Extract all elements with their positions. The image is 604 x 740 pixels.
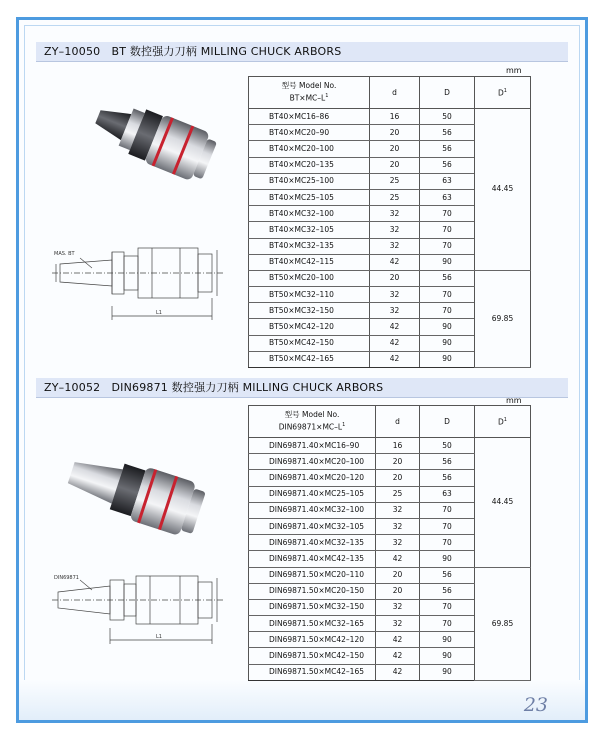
d-cell: 16 — [376, 438, 420, 454]
din-chuck-photo — [64, 448, 212, 538]
section-header-bt — [36, 42, 568, 62]
footer-band — [19, 680, 585, 720]
section-code: ZY–10052 — [44, 381, 101, 394]
d-cell: 32 — [376, 616, 420, 632]
model-cell: BT40×MC20–100 — [249, 141, 370, 157]
model-cell: BT40×MC32–105 — [249, 222, 370, 238]
D-cell: 90 — [420, 254, 475, 270]
D-cell: 56 — [420, 470, 475, 486]
model-cell: BT50×MC20–100 — [249, 270, 370, 286]
model-cell: BT40×MC20–90 — [249, 125, 370, 141]
D-cell: 70 — [420, 599, 475, 615]
d-cell: 20 — [370, 270, 420, 286]
model-cell: BT40×MC32–135 — [249, 238, 370, 254]
D-cell: 70 — [420, 616, 475, 632]
model-cell: DIN69871.40×MC42–135 — [249, 551, 376, 567]
d-cell: 42 — [376, 632, 420, 648]
model-cell: BT40×MC20–135 — [249, 157, 370, 173]
model-cell: BT50×MC42–150 — [249, 335, 370, 351]
unit-label: mm — [506, 66, 522, 75]
header-d: d — [376, 406, 420, 438]
drawing-label: MAS. BT — [54, 251, 75, 257]
model-cell: DIN69871.50×MC32–150 — [249, 599, 376, 615]
model-cell: DIN69871.50×MC20–150 — [249, 583, 376, 599]
model-cell: BT40×MC16–86 — [249, 109, 370, 125]
d-cell: 20 — [376, 583, 420, 599]
d-cell: 25 — [370, 173, 420, 189]
D-cell: 70 — [420, 535, 475, 551]
section-header-din — [36, 378, 568, 398]
spec-table-bt — [248, 76, 531, 368]
d-cell: 20 — [370, 157, 420, 173]
d-cell: 20 — [370, 141, 420, 157]
d-cell: 32 — [376, 599, 420, 615]
d-cell: 20 — [376, 470, 420, 486]
table-body — [249, 109, 531, 368]
d-cell: 20 — [376, 567, 420, 583]
header-model: 型号 Model No. $DIN69871\times MC-L^1$ — [249, 406, 376, 438]
D-cell: 70 — [420, 222, 475, 238]
d-cell: 32 — [376, 518, 420, 534]
d-cell: 32 — [376, 502, 420, 518]
model-cell: DIN69871.50×MC42–165 — [249, 664, 376, 680]
D-cell: 63 — [420, 486, 475, 502]
D-cell: 56 — [420, 583, 475, 599]
drawing-dimension: L1 — [156, 310, 162, 316]
d1-cell: 69.85 — [475, 270, 531, 367]
D-cell: 63 — [420, 189, 475, 205]
header-D: D — [420, 406, 475, 438]
table-row — [249, 109, 531, 125]
d-cell: 42 — [376, 648, 420, 664]
d-cell: 32 — [370, 287, 420, 303]
model-cell: DIN69871.40×MC32–135 — [249, 535, 376, 551]
d-cell: 20 — [376, 454, 420, 470]
D-cell: 70 — [420, 518, 475, 534]
model-cell: BT40×MC42–115 — [249, 254, 370, 270]
D-cell: 63 — [420, 173, 475, 189]
D-cell: 56 — [420, 567, 475, 583]
D-cell: 56 — [420, 141, 475, 157]
d-cell: 42 — [376, 664, 420, 680]
model-cell: DIN69871.40×MC16–90 — [249, 438, 376, 454]
table-row — [249, 438, 531, 454]
d-cell: 42 — [370, 351, 420, 367]
d-cell: 20 — [370, 125, 420, 141]
d-cell: 32 — [370, 303, 420, 319]
bt-chuck-photo — [88, 92, 223, 182]
D-cell: 70 — [420, 206, 475, 222]
d-cell: 42 — [370, 319, 420, 335]
d-cell: 32 — [376, 535, 420, 551]
model-cell: DIN69871.50×MC42–150 — [249, 648, 376, 664]
model-cell: DIN69871.50×MC32–165 — [249, 616, 376, 632]
D-cell: 56 — [420, 454, 475, 470]
d-cell: 25 — [370, 189, 420, 205]
d1-cell: 44.45 — [475, 438, 531, 568]
D-cell: 90 — [420, 664, 475, 680]
D-cell: 70 — [420, 502, 475, 518]
model-cell: BT50×MC32–110 — [249, 287, 370, 303]
section-title: BT 数控强力刀柄 MILLING CHUCK ARBORS — [111, 45, 342, 58]
model-cell: BT50×MC32–150 — [249, 303, 370, 319]
d-cell: 42 — [370, 335, 420, 351]
d-cell: 32 — [370, 206, 420, 222]
page-number: 23 — [523, 694, 548, 716]
d-cell: 16 — [370, 109, 420, 125]
model-cell: BT40×MC25–105 — [249, 189, 370, 205]
d-cell: 32 — [370, 222, 420, 238]
D-cell: 90 — [420, 351, 475, 367]
model-cell: BT40×MC25–100 — [249, 173, 370, 189]
table-body — [249, 438, 531, 681]
bt-chuck-drawing — [52, 240, 227, 335]
D-cell: 56 — [420, 125, 475, 141]
section-title: DIN69871 数控强力刀柄 MILLING CHUCK ARBORS — [111, 381, 384, 394]
model-cell: DIN69871.40×MC25–105 — [249, 486, 376, 502]
header-d1: $D^1$ — [475, 77, 531, 109]
D-cell: 90 — [420, 648, 475, 664]
model-cell: DIN69871.50×MC42–120 — [249, 632, 376, 648]
D-cell: 90 — [420, 335, 475, 351]
D-cell: 70 — [420, 303, 475, 319]
d-cell: 42 — [376, 551, 420, 567]
header-d1: $D^1$ — [475, 406, 531, 438]
section-code: ZY–10050 — [44, 45, 101, 58]
d-cell: 25 — [376, 486, 420, 502]
header-d: d — [370, 77, 420, 109]
D-cell: 56 — [420, 157, 475, 173]
D-cell: 90 — [420, 319, 475, 335]
model-cell: BT40×MC32–100 — [249, 206, 370, 222]
unit-label: mm — [506, 396, 522, 405]
model-cell: DIN69871.40×MC32–100 — [249, 502, 376, 518]
D-cell: 70 — [420, 287, 475, 303]
table-row — [249, 567, 531, 583]
model-cell: DIN69871.50×MC20–110 — [249, 567, 376, 583]
D-cell: 56 — [420, 270, 475, 286]
model-cell: BT50×MC42–120 — [249, 319, 370, 335]
D-cell: 70 — [420, 238, 475, 254]
d-cell: 42 — [370, 254, 420, 270]
header-D: D — [420, 77, 475, 109]
din-chuck-drawing — [52, 570, 227, 655]
model-cell: DIN69871.40×MC20–100 — [249, 454, 376, 470]
d1-cell: 69.85 — [475, 567, 531, 680]
model-cell: DIN69871.40×MC32–105 — [249, 518, 376, 534]
spec-table-din — [248, 405, 531, 681]
D-cell: 50 — [420, 438, 475, 454]
drawing-dimension: L1 — [156, 634, 162, 640]
d-cell: 32 — [370, 238, 420, 254]
D-cell: 50 — [420, 109, 475, 125]
header-model: 型号 Model No. $BT\times MC-L^1$ — [249, 77, 370, 109]
d1-cell: 44.45 — [475, 109, 531, 271]
D-cell: 90 — [420, 632, 475, 648]
model-cell: DIN69871.40×MC20–120 — [249, 470, 376, 486]
model-cell: BT50×MC42–165 — [249, 351, 370, 367]
D-cell: 90 — [420, 551, 475, 567]
table-row — [249, 270, 531, 286]
drawing-label: DIN69871 — [54, 575, 79, 581]
